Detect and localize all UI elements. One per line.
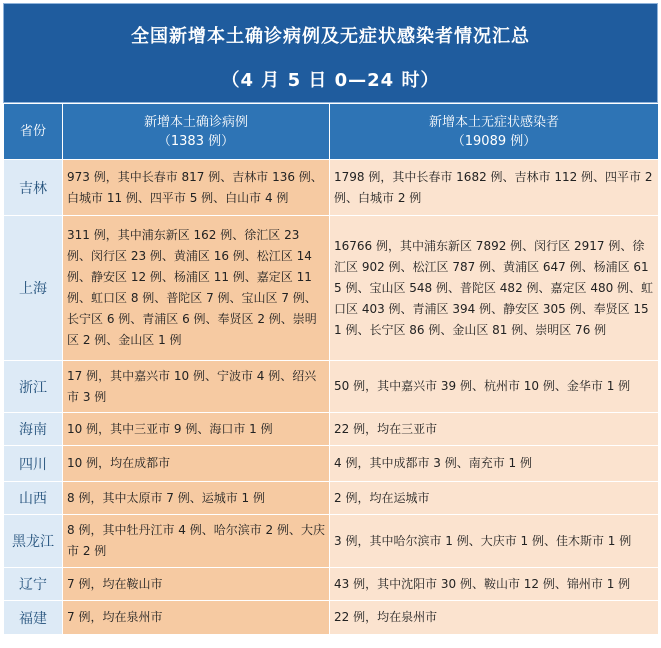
province-cell: 四川 [4,446,63,482]
asymptomatic-header [330,104,659,160]
confirmed-cell [63,160,330,216]
confirmed-cell [63,515,330,568]
province-cell: 福建 [4,601,63,635]
case-table [3,103,659,635]
confirmed-cell [63,482,330,515]
province-cell: 上海 [4,216,63,361]
table-row [4,515,659,568]
province-cell: 浙江 [4,361,63,413]
confirmed-header [63,104,330,160]
confirmed-text: 17 例，其中嘉兴市 10 例、宁波市 4 例、绍兴市 3 例 [67,368,317,404]
confirmed-text: 8 例，其中太原市 7 例、运城市 1 例 [67,490,265,505]
page-title: 全国新增本土确诊病例及无症状感染者情况汇总 [131,26,530,47]
asymptomatic-header-total: （19089 例） [451,133,537,149]
table-row [4,160,659,216]
table-row [4,601,659,635]
table-row [4,216,659,361]
confirmed-cell [63,568,330,601]
date-range: （4 月 5 日 0—24 时） [221,70,440,91]
asymptomatic-cell [330,413,659,446]
table-row [4,413,659,446]
confirmed-cell [63,413,330,446]
asymptomatic-cell [330,482,659,515]
asymptomatic-cell [330,568,659,601]
province-cell: 黑龙江 [4,515,63,568]
asymptomatic-text: 1798 例，其中长春市 1682 例、吉林市 112 例、四平市 2 例、白城市 2 例 [334,169,653,205]
confirmed-cell [63,446,330,482]
asymptomatic-text: 4 例，其中成都市 3 例、南充市 1 例 [334,456,532,470]
asymptomatic-cell [330,601,659,635]
confirmed-header-total: （1383 例） [157,133,235,149]
table-header-row [4,104,659,160]
table-row [4,446,659,482]
table-row [4,568,659,601]
confirmed-text: 7 例，均在泉州市 [67,610,163,624]
asymptomatic-cell [330,361,659,413]
asymptomatic-text: 3 例，其中哈尔滨市 1 例、大庆市 1 例、佳木斯市 1 例 [334,533,632,548]
asymptomatic-text: 22 例，均在三亚市 [334,421,438,436]
confirmed-cell [63,361,330,413]
table-row [4,482,659,515]
asymptomatic-text: 43 例，其中沈阳市 30 例、鞍山市 12 例、锦州市 1 例 [334,576,631,591]
confirmed-text: 8 例，其中牡丹江市 4 例、哈尔滨市 2 例、大庆市 2 例 [67,523,325,558]
asymptomatic-header-title: 新增本土无症状感染者 [428,114,559,130]
province-cell: 海南 [4,413,63,446]
confirmed-text: 7 例，均在鞍山市 [67,576,163,591]
province-cell: 辽宁 [4,568,63,601]
asymptomatic-cell [330,160,659,216]
confirmed-text: 973 例，其中长春市 817 例、吉林市 136 例、白城市 11 例、四平市 5 例、白山市 4 例 [67,169,323,205]
province-cell: 吉林 [4,160,63,216]
asymptomatic-cell [330,446,659,482]
province-cell: 山西 [4,482,63,515]
confirmed-cell [63,216,330,361]
confirmed-cell [63,601,330,635]
asymptomatic-cell [330,515,659,568]
confirmed-text: 10 例，均在成都市 [67,456,171,470]
title-banner [3,3,658,103]
confirmed-text: 10 例，其中三亚市 9 例、海口市 1 例 [67,421,273,436]
asymptomatic-cell [330,216,659,361]
asymptomatic-text: 22 例，均在泉州市 [334,610,438,624]
confirmed-text: 311 例，其中浦东新区 162 例、徐汇区 23 例、闵行区 23 例、黄浦区 16 例、松江区 14 例、静安区 12 例、杨浦区 11 例、嘉定区 11 例、虹口区 8 例、普陀区 7 例、宝山区 7 例、长宁区 6 例、青浦区 6 例、奉贤区 2 例、崇明区 2 例、金山区 1 例 [67,228,317,347]
asymptomatic-text: 50 例，其中嘉兴市 39 例、杭州市 10 例、金华市 1 例 [334,379,631,393]
confirmed-header-title: 新增本土确诊病例 [143,114,248,130]
asymptomatic-text: 16766 例，其中浦东新区 7892 例、闵行区 2917 例、徐汇区 902 例、松江区 787 例、黄浦区 647 例、杨浦区 615 例、宝山区 548 例、普陀区 482 例、嘉定区 480 例、虹口区 403 例、青浦区 394 例、静安区 305 例、奉贤区 151 例、长宁区 86 例、金山区 81 例、崇明区 76 例 [334,238,654,337]
table-row [4,361,659,413]
province-header: 省份 [4,104,63,160]
asymptomatic-text: 2 例，均在运城市 [334,490,430,505]
